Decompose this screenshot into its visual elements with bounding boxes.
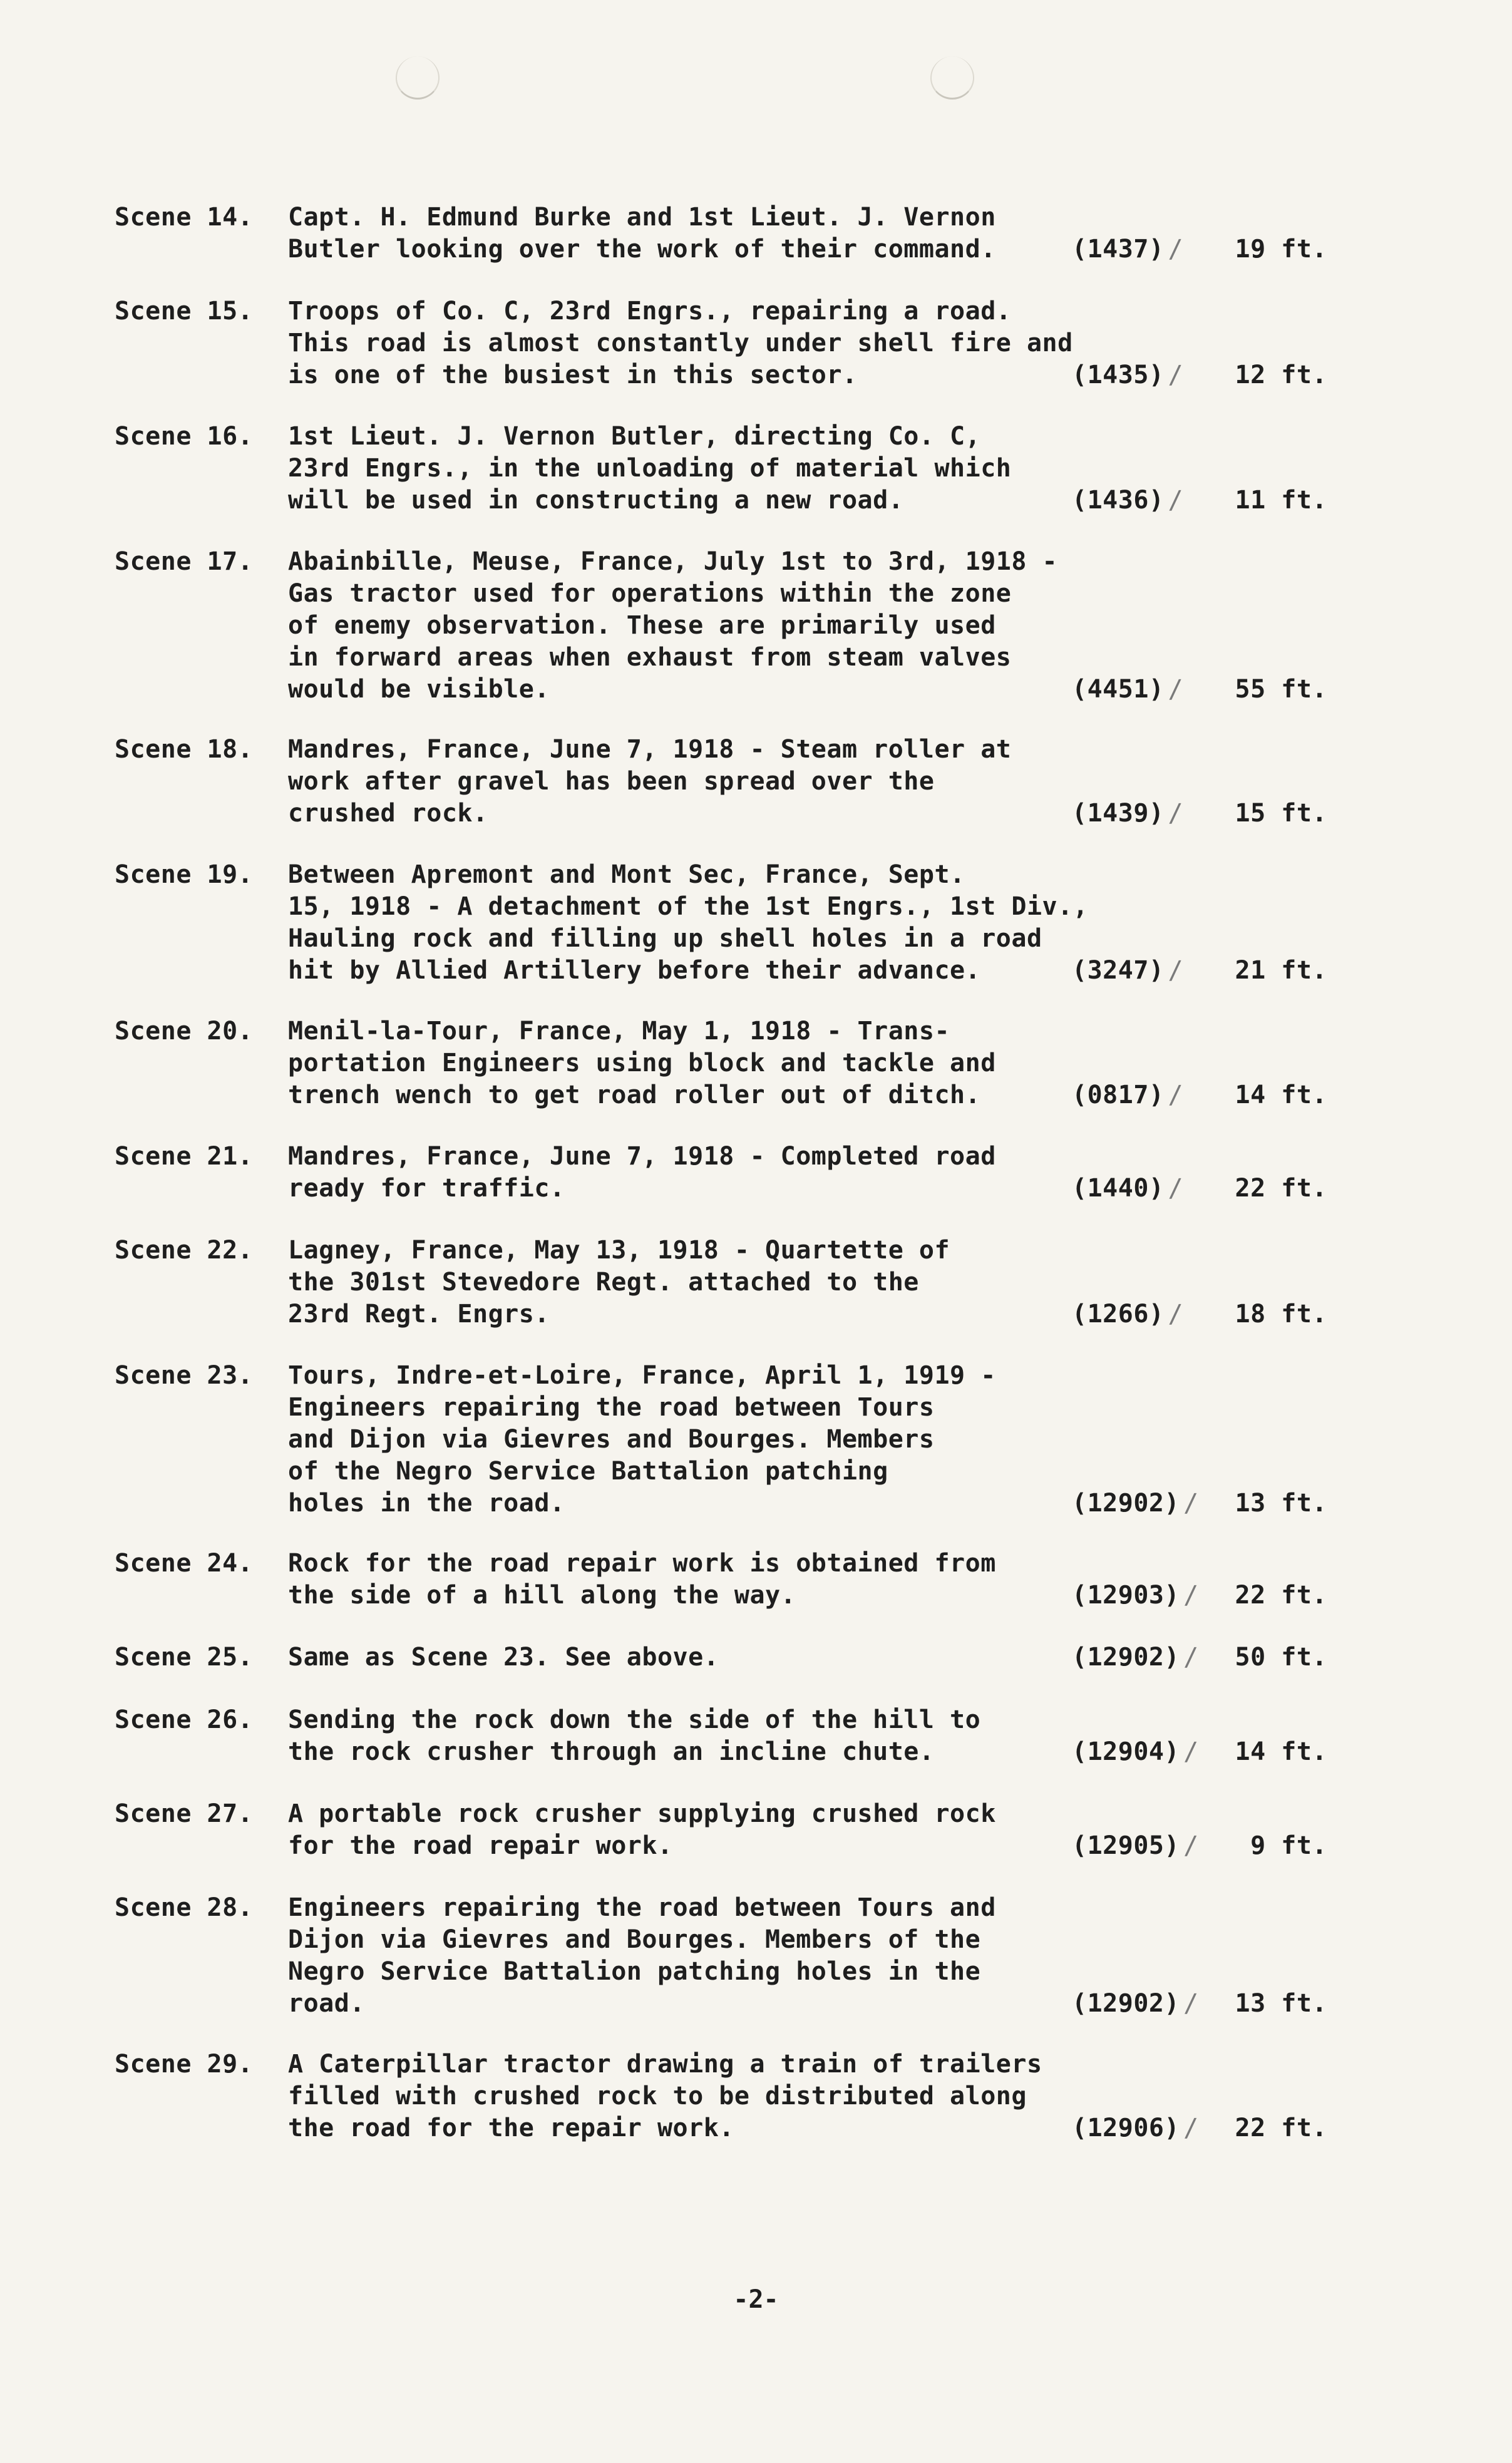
check-mark-icon: ∕ xyxy=(1168,1300,1184,1329)
scene-description xyxy=(288,2049,1042,2144)
check-mark-icon: ∕ xyxy=(1168,675,1184,704)
scene-description xyxy=(288,859,1088,987)
film-reference-number: (12902) xyxy=(1072,1643,1180,1672)
scene-label: Scene 27. xyxy=(115,1799,254,1828)
description-line: Engineers repairing the road between Tours xyxy=(288,1393,935,1422)
scene-label: Scene 14. xyxy=(115,203,254,232)
scene-label: Scene 23. xyxy=(115,1361,254,1390)
description-line: trench wench to get road roller out of ditch. xyxy=(288,1081,981,1109)
film-reference xyxy=(1072,234,1183,265)
scene-description xyxy=(288,1642,719,1674)
description-line: Between Apremont and Mont Sec, France, Sept. xyxy=(288,860,965,889)
film-reference-number: (12902) xyxy=(1072,1489,1180,1518)
scene-label: Scene 22. xyxy=(115,1236,254,1265)
scene-description xyxy=(288,546,1057,706)
film-reference xyxy=(1072,1830,1199,1862)
description-line: Mandres, France, June 7, 1918 - Completed road xyxy=(288,1142,996,1171)
scene-description xyxy=(288,202,996,265)
description-line: Same as Scene 23. See above. xyxy=(288,1643,719,1672)
description-line: holes in the road. xyxy=(288,1489,565,1518)
description-line: A portable rock crusher supplying crushed rock xyxy=(288,1799,996,1828)
film-reference-number: (3247) xyxy=(1072,956,1165,985)
film-reference xyxy=(1072,1298,1183,1330)
description-line: 23rd Engrs., in the unloading of material which xyxy=(288,454,1012,483)
scene-description xyxy=(288,1548,996,1612)
check-mark-icon: ∕ xyxy=(1183,1643,1199,1672)
scene-label: Scene 24. xyxy=(115,1549,254,1578)
description-line: Troops of Co. C, 23rd Engrs., repairing a road. xyxy=(288,297,1012,326)
description-line: Engineers repairing the road between Tours and xyxy=(288,1893,996,1922)
description-line: the road for the repair work. xyxy=(288,2114,734,2142)
description-line: road. xyxy=(288,1989,365,2018)
film-reference-number: (12904) xyxy=(1072,1737,1180,1766)
footage-length: 19 ft. xyxy=(1235,235,1327,264)
check-mark-icon: ∕ xyxy=(1183,1989,1199,2018)
description-line: the rock crusher through an incline chute. xyxy=(288,1737,935,1766)
film-reference xyxy=(1072,2112,1199,2144)
film-reference xyxy=(1072,1079,1183,1111)
description-line: will be used in constructing a new road. xyxy=(288,486,904,515)
footage-length: 11 ft. xyxy=(1235,486,1327,515)
footage-length: 55 ft. xyxy=(1235,675,1327,704)
description-line: Dijon via Gievres and Bourges. Members of the xyxy=(288,1925,981,1954)
check-mark-icon: ∕ xyxy=(1183,1737,1199,1766)
scene-description xyxy=(288,1704,980,1768)
scene-label: Scene 17. xyxy=(115,547,254,576)
film-reference xyxy=(1072,955,1183,987)
footage-length: 13 ft. xyxy=(1235,1489,1327,1518)
film-reference xyxy=(1072,1988,1199,2020)
footage-length: 22 ft. xyxy=(1235,2114,1327,2142)
description-line: Butler looking over the work of their command. xyxy=(288,235,996,264)
footage-length: 50 ft. xyxy=(1235,1643,1327,1672)
scene-description xyxy=(288,296,1073,391)
check-mark-icon: ∕ xyxy=(1183,1831,1199,1860)
description-line: Lagney, France, May 13, 1918 - Quartette of xyxy=(288,1236,950,1265)
footage-length: 18 ft. xyxy=(1235,1300,1327,1329)
film-reference xyxy=(1072,1173,1183,1205)
check-mark-icon: ∕ xyxy=(1168,799,1184,828)
check-mark-icon: ∕ xyxy=(1168,956,1184,985)
description-line: for the road repair work. xyxy=(288,1831,673,1860)
film-reference-number: (0817) xyxy=(1072,1081,1165,1109)
scene-label: Scene 15. xyxy=(115,297,254,326)
film-reference-number: (1435) xyxy=(1072,361,1165,389)
scene-label: Scene 21. xyxy=(115,1142,254,1171)
film-reference-number: (12906) xyxy=(1072,2114,1180,2142)
film-reference xyxy=(1072,359,1183,391)
film-reference-number: (1440) xyxy=(1072,1174,1165,1203)
film-reference-number: (12905) xyxy=(1072,1831,1180,1860)
scene-label: Scene 29. xyxy=(115,2050,254,2079)
description-line: Abainbille, Meuse, France, July 1st to 3rd, 1918 - xyxy=(288,547,1058,576)
check-mark-icon: ∕ xyxy=(1183,1581,1199,1610)
film-reference-number: (4451) xyxy=(1072,675,1165,704)
scene-description xyxy=(288,1016,996,1111)
description-line: This road is almost constantly under shell fire and xyxy=(288,329,1073,357)
check-mark-icon: ∕ xyxy=(1168,1174,1184,1203)
check-mark-icon: ∕ xyxy=(1183,2114,1199,2142)
scene-description xyxy=(288,1360,996,1519)
description-line: of enemy observation. These are primarily used xyxy=(288,611,996,640)
description-line: Rock for the road repair work is obtained from xyxy=(288,1549,996,1578)
scene-label: Scene 19. xyxy=(115,860,254,889)
check-mark-icon: ∕ xyxy=(1183,1489,1199,1518)
film-reference xyxy=(1072,674,1183,706)
scene-description xyxy=(288,1235,950,1330)
description-line: ready for traffic. xyxy=(288,1174,565,1203)
check-mark-icon: ∕ xyxy=(1168,486,1184,515)
description-line: hit by Allied Artillery before their advance. xyxy=(288,956,981,985)
scene-description xyxy=(288,734,1011,830)
footage-length: 9 ft. xyxy=(1250,1831,1327,1860)
description-line: Menil-la-Tour, France, May 1, 1918 - Trans- xyxy=(288,1017,950,1046)
scene-description xyxy=(288,421,1011,517)
description-line: would be visible. xyxy=(288,675,550,704)
description-line: Capt. H. Edmund Burke and 1st Lieut. J. Vernon xyxy=(288,203,996,232)
footage-length: 15 ft. xyxy=(1235,799,1327,828)
description-line: Gas tractor used for operations within the zone xyxy=(288,579,1012,608)
description-line: 23rd Regt. Engrs. xyxy=(288,1300,550,1329)
punch-hole-left xyxy=(396,56,440,100)
description-line: 15, 1918 - A detachment of the 1st Engrs., 1st Div., xyxy=(288,892,1089,921)
description-line: Tours, Indre-et-Loire, France, April 1, 1919 - xyxy=(288,1361,996,1390)
description-line: the side of a hill along the way. xyxy=(288,1581,796,1610)
film-reference-number: (1266) xyxy=(1072,1300,1165,1329)
description-line: 1st Lieut. J. Vernon Butler, directing Co. C, xyxy=(288,422,981,451)
description-line: work after gravel has been spread over the xyxy=(288,767,935,796)
description-line: crushed rock. xyxy=(288,799,488,828)
footage-length: 14 ft. xyxy=(1235,1737,1327,1766)
scene-label: Scene 28. xyxy=(115,1893,254,1922)
description-line: of the Negro Service Battalion patching xyxy=(288,1457,888,1486)
description-line: Negro Service Battalion patching holes in the xyxy=(288,1957,981,1986)
description-line: Mandres, France, June 7, 1918 - Steam roller at xyxy=(288,735,1012,764)
description-line: and Dijon via Gievres and Bourges. Members xyxy=(288,1425,935,1454)
description-line: is one of the busiest in this sector. xyxy=(288,361,858,389)
check-mark-icon: ∕ xyxy=(1168,361,1184,389)
scene-label: Scene 16. xyxy=(115,422,254,451)
film-reference xyxy=(1072,1580,1199,1612)
description-line: Sending the rock down the side of the hill to xyxy=(288,1705,981,1734)
page-number: -2- xyxy=(733,2285,779,2314)
film-reference xyxy=(1072,798,1183,830)
footage-length: 21 ft. xyxy=(1235,956,1327,985)
description-line: the 301st Stevedore Regt. attached to the xyxy=(288,1268,919,1297)
footage-length: 12 ft. xyxy=(1235,361,1327,389)
film-reference-number: (12903) xyxy=(1072,1581,1180,1610)
check-mark-icon: ∕ xyxy=(1168,235,1184,264)
scene-label: Scene 18. xyxy=(115,735,254,764)
film-reference xyxy=(1072,485,1183,517)
description-line: portation Engineers using block and tackle and xyxy=(288,1049,996,1077)
check-mark-icon: ∕ xyxy=(1168,1081,1184,1109)
description-line: Hauling rock and filling up shell holes in a road xyxy=(288,924,1042,953)
description-line: in forward areas when exhaust from steam valves xyxy=(288,643,1012,672)
film-reference-number: (1436) xyxy=(1072,486,1165,515)
film-reference xyxy=(1072,1488,1199,1519)
scene-label: Scene 20. xyxy=(115,1017,254,1046)
description-line: filled with crushed rock to be distributed along xyxy=(288,2082,1027,2111)
description-line: A Caterpillar tractor drawing a train of trailers xyxy=(288,2050,1042,2079)
film-reference xyxy=(1072,1642,1199,1674)
footage-length: 22 ft. xyxy=(1235,1174,1327,1203)
film-reference-number: (12902) xyxy=(1072,1989,1180,2018)
scene-description xyxy=(288,1141,996,1205)
scene-description xyxy=(288,1892,996,2020)
footage-length: 22 ft. xyxy=(1235,1581,1327,1610)
film-reference-number: (1437) xyxy=(1072,235,1165,264)
film-reference-number: (1439) xyxy=(1072,799,1165,828)
scene-label: Scene 25. xyxy=(115,1643,254,1672)
footage-length: 14 ft. xyxy=(1235,1081,1327,1109)
footage-length: 13 ft. xyxy=(1235,1989,1327,2018)
scene-label: Scene 26. xyxy=(115,1705,254,1734)
punch-hole-right xyxy=(930,56,974,100)
scene-description xyxy=(288,1798,996,1862)
film-reference xyxy=(1072,1736,1199,1768)
